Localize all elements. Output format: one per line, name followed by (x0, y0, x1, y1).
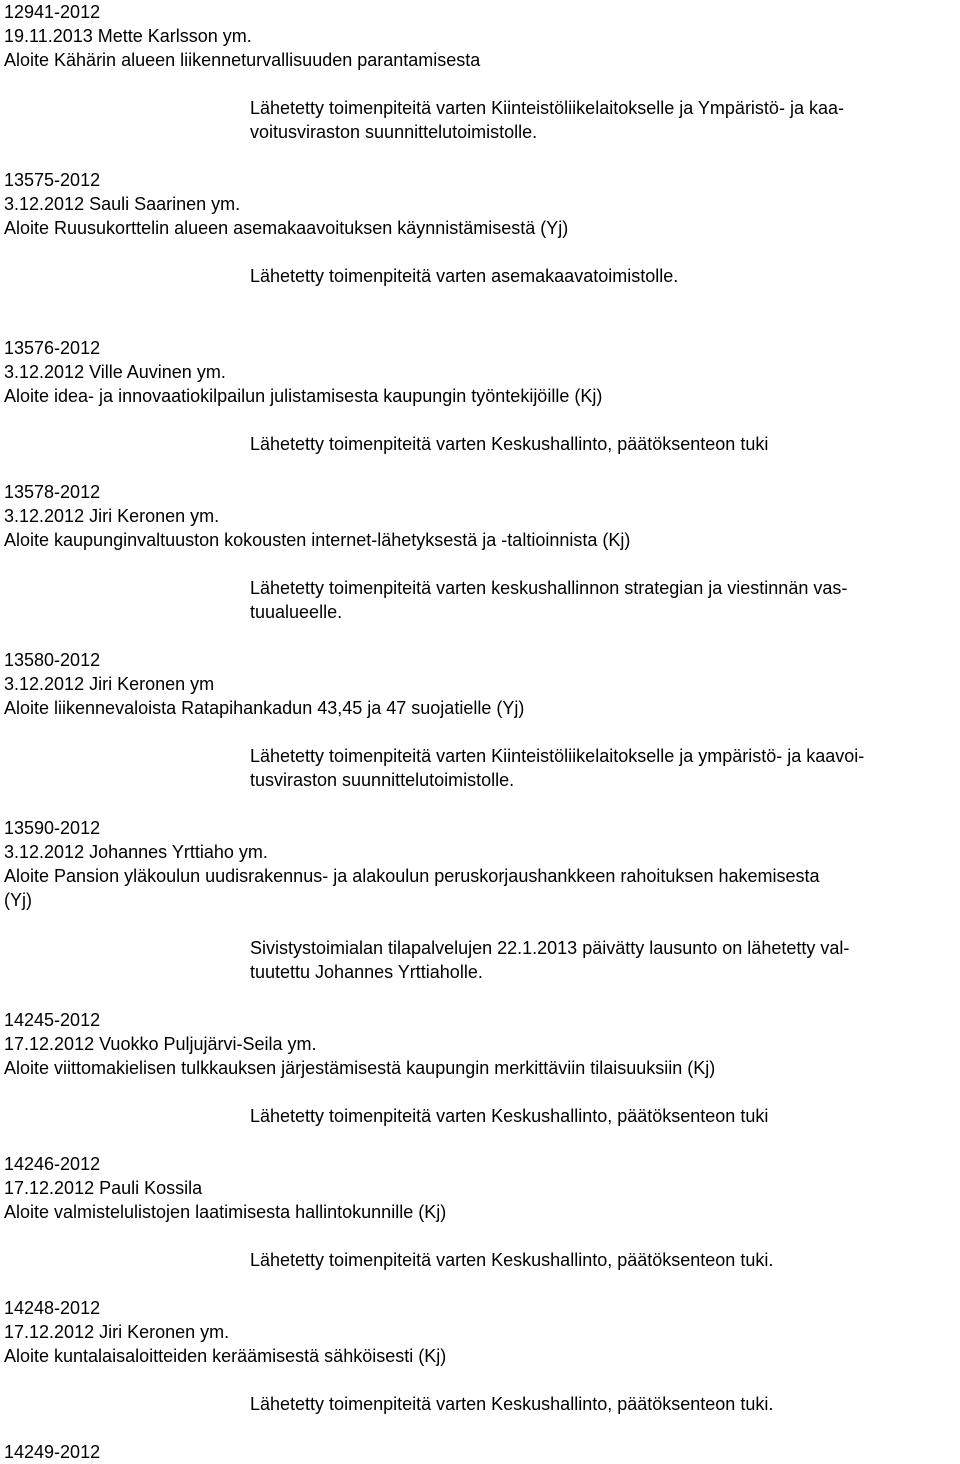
initiative-entry (4, 1296, 956, 1440)
initiative-entry (4, 816, 956, 1008)
status-line: tusviraston suunnittelutoimistolle. (250, 770, 515, 790)
entry-title-continued: (Yj) (4, 890, 32, 910)
initiative-entry (4, 648, 956, 816)
spacer (4, 792, 956, 816)
status-line: Lähetetty toimenpiteitä varten Keskushallinto, päätöksenteon tuki. (250, 1394, 774, 1414)
initiative-entry (4, 1152, 956, 1296)
spacer (4, 1224, 956, 1248)
entry-title: Aloite idea- ja innovaatiokilpailun julistamisesta kaupungin työntekijöille (Kj) (4, 386, 603, 406)
status-line: tuualueelle. (250, 602, 343, 622)
entry-title: Aloite Pansion yläkoulun uudisrakennus- ja alakoulun peruskorjaushankkeen rahoituksen hakemisesta (4, 866, 820, 886)
status-line: Lähetetty toimenpiteitä varten Keskushallinto, päätöksenteon tuki (250, 1106, 769, 1126)
status-line: Lähetetty toimenpiteitä varten Keskushallinto, päätöksenteon tuki (250, 434, 769, 454)
spacer (4, 912, 956, 936)
entry-id: 14245-2012 (4, 1010, 101, 1030)
entry-title: Aloite Ruusukorttelin alueen asemakaavoituksen käynnistämisestä (Yj) (4, 218, 569, 238)
initiative-entry (4, 480, 956, 648)
spacer (4, 144, 956, 168)
entry-date-author: 3.12.2012 Sauli Saarinen ym. (4, 194, 241, 214)
status-line: Lähetetty toimenpiteitä varten keskushallinnon strategian ja viestinnän vas- (250, 578, 848, 598)
entry-status (4, 1248, 956, 1272)
entry-status (4, 936, 956, 984)
document-page (4, 0, 956, 1464)
initiative-entry (4, 168, 956, 336)
entry-date-author: 3.12.2012 Jiri Keronen ym. (4, 506, 220, 526)
entry-status (4, 1392, 956, 1416)
entry-date-author: 3.12.2012 Jiri Keronen ym (4, 674, 215, 694)
entry-status (4, 96, 956, 144)
spacer (4, 552, 956, 576)
entry-status (4, 432, 956, 456)
status-line: Sivistystoimialan tilapalvelujen 22.1.2013 päivätty lausunto on lähetetty val- (250, 938, 850, 958)
spacer (4, 456, 956, 480)
entry-title: Aloite Kähärin alueen liikenneturvallisuuden parantamisesta (4, 50, 481, 70)
entry-status (4, 576, 956, 624)
entry-id: 12941-2012 (4, 2, 101, 22)
initiative-entry (4, 1008, 956, 1152)
spacer (4, 288, 956, 312)
entry-id: 13590-2012 (4, 818, 101, 838)
entry-title: Aloite kaupunginvaltuuston kokousten internet-lähetyksestä ja -taltioinnista (Kj) (4, 530, 631, 550)
spacer (4, 312, 956, 336)
initiative-entry (4, 336, 956, 480)
spacer (4, 720, 956, 744)
entry-id: 13576-2012 (4, 338, 101, 358)
status-line: Lähetetty toimenpiteitä varten Kiinteistöliikelaitokselle ja Ympäristö- ja kaa- (250, 98, 844, 118)
entry-title: Aloite liikennevaloista Ratapihankadun 43,45 ja 47 suojatielle (Yj) (4, 698, 525, 718)
entry-id: 14248-2012 (4, 1298, 101, 1318)
spacer (4, 1272, 956, 1296)
status-line: voitusviraston suunnittelutoimistolle. (250, 122, 538, 142)
spacer (4, 408, 956, 432)
entry-title: Aloite viittomakielisen tulkkauksen järjestämisestä kaupungin merkittäviin tilaisuuksiin (Kj) (4, 1058, 716, 1078)
entry-date-author: 19.11.2013 Mette Karlsson ym. (4, 26, 252, 46)
entry-title: Aloite valmistelulistojen laatimisesta hallintokunnille (Kj) (4, 1202, 447, 1222)
initiative-entry (4, 0, 956, 168)
status-line: Lähetetty toimenpiteitä varten Kiinteistöliikelaitokselle ja ympäristö- ja kaavoi- (250, 746, 865, 766)
spacer (4, 72, 956, 96)
entry-id: 13580-2012 (4, 650, 101, 670)
spacer (4, 624, 956, 648)
entry-id: 14249-2012 (4, 1442, 101, 1462)
entry-date-author: 17.12.2012 Pauli Kossila (4, 1178, 203, 1198)
entry-id: 13578-2012 (4, 482, 101, 502)
entry-status (4, 1104, 956, 1128)
status-line: Lähetetty toimenpiteitä varten asemakaavatoimistolle. (250, 266, 679, 286)
entry-status (4, 744, 956, 792)
spacer (4, 1368, 956, 1392)
status-line: tuutettu Johannes Yrttiaholle. (250, 962, 483, 982)
spacer (4, 984, 956, 1008)
spacer (4, 1128, 956, 1152)
entry-date-author: 3.12.2012 Johannes Yrttiaho ym. (4, 842, 268, 862)
entry-id: 14246-2012 (4, 1154, 101, 1174)
spacer (4, 1416, 956, 1440)
entry-title: Aloite kuntalaisaloitteiden keräämisestä sähköisesti (Kj) (4, 1346, 447, 1366)
entry-id: 13575-2012 (4, 170, 101, 190)
entry-date-author: 17.12.2012 Vuokko Puljujärvi-Seila ym. (4, 1034, 317, 1054)
spacer (4, 1080, 956, 1104)
spacer (4, 240, 956, 264)
status-line: Lähetetty toimenpiteitä varten Keskushallinto, päätöksenteon tuki. (250, 1250, 774, 1270)
entry-date-author: 3.12.2012 Ville Auvinen ym. (4, 362, 226, 382)
entry-date-author: 17.12.2012 Jiri Keronen ym. (4, 1322, 230, 1342)
entry-status (4, 264, 956, 288)
